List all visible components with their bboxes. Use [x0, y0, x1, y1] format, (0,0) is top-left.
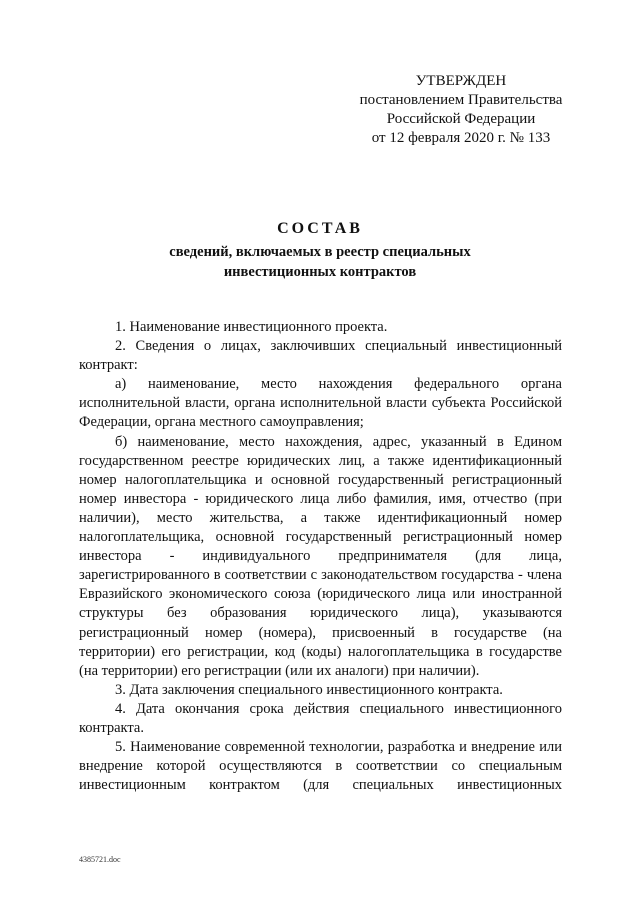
document-body	[79, 318, 562, 795]
document-title: СОСТАВ	[277, 220, 363, 237]
approval-decree: постановлением Правительства	[359, 92, 563, 108]
approval-authority: Российской Федерации	[386, 111, 536, 127]
paragraph-4: 4. Дата окончания срока действия специального инвестиционного контракта.	[79, 700, 562, 736]
paragraph-2b: б) наименование, место нахождения, адрес, указанный в Едином государственном реестре юридических лиц, а также идентификационный номер налогоплательщика и основной государственный регистрационный номер инвестора - юридического лица либо фамилия, имя, отчество (при наличии), место жительства, а также идентификационный номер налогоплательщика, основной государственный регистрационный номер инвестора - индивидуального предпринимателя (для лица, зарегистрированного в соответствии с законодательством государства - члена Евразийского экономического союза (юридического лица или иностранной структуры без образования юридического лица), указываются регистрационный номер (номера), присвоенный в государстве (на территории) его регистрации, код (коды) налогоплательщика в государстве (на территории) его регистрации (или их аналоги) при наличии).	[79, 433, 562, 679]
subtitle-line-2: инвестиционных контрактов	[223, 264, 417, 280]
paragraph-2: 2. Сведения о лицах, заключивших специальный инвестиционный контракт:	[79, 338, 562, 374]
approval-date-number: от 12 февраля 2020 г. № 133	[371, 130, 551, 146]
document-subtitle	[0, 242, 640, 282]
paragraph-5: 5. Наименование современной технологии, разработка и внедрение или внедрение которой осуществляются в соответствии со специальным инвестиционным контрактом (для специальных инвестиционных	[79, 739, 562, 794]
paragraph-2a: а) наименование, место нахождения федерального органа исполнительной власти, органа исполнительной власти субъекта Российской Федерации, органа местного самоуправления;	[79, 376, 562, 431]
approval-block	[300, 72, 622, 148]
paragraph-3: 3. Дата заключения специального инвестиционного контракта.	[115, 681, 503, 698]
approval-heading: УТВЕРЖДЕН	[415, 73, 507, 89]
paragraph-1: 1. Наименование инвестиционного проекта.	[115, 319, 388, 335]
subtitle-line-1: сведений, включаемых в реестр специальных	[169, 244, 471, 260]
file-name-footer: 4385721.doc	[79, 855, 121, 864]
